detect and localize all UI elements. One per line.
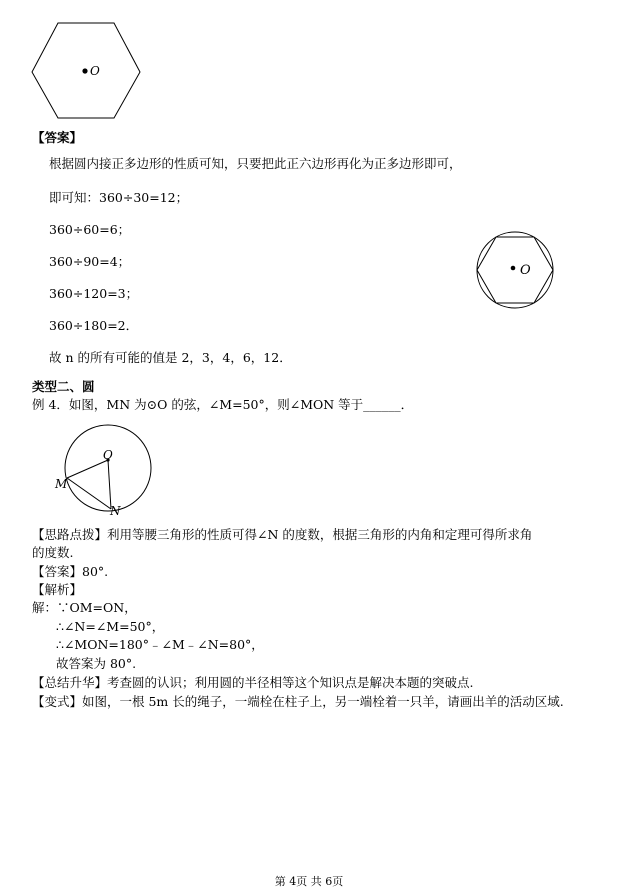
analysis-step-1: ∴∠N=∠M=50°，	[56, 619, 165, 634]
fig2-center-label: O	[520, 263, 531, 278]
answer1-heading: 【答案】	[32, 130, 83, 145]
analysis-heading: 【解析】	[32, 582, 83, 597]
hint-line-2: 的度数.	[32, 545, 74, 560]
analysis-step-2: ∴∠MON=180°﹣∠M﹣∠N=80°，	[56, 637, 264, 652]
inscribed-hexagon-figure	[473, 228, 563, 318]
answer1-conclusion: 故 n 的所有可能的值是 2，3，4，6，12．	[49, 350, 292, 365]
answer1-line-4: 360÷180=2．	[49, 318, 139, 333]
answer1-known: 即可知：360÷30=12；	[49, 190, 189, 205]
answer1-line-2: 360÷90=4；	[49, 254, 131, 269]
label-o: O	[103, 448, 113, 462]
section-title: 类型二、圆	[32, 379, 95, 394]
inscribed-hexagon	[477, 237, 553, 303]
answer1-line-3: 360÷120=3；	[49, 286, 139, 301]
analysis-final: 故答案为 80°.	[56, 656, 137, 671]
center-dot	[82, 68, 87, 73]
answer1-intro: 根据圆内接正多边形的性质可知，只要把此正六边形再化为正多边形即可，	[49, 156, 462, 171]
summary: 【总结升华】考查圆的认识；利用圆的半径相等这个知识点是解决本题的突破点.	[32, 675, 474, 690]
hint-line-1: 【思路点拨】利用等腰三角形的性质可得∠N 的度数，根据三角形的内角和定理可得所求角	[32, 527, 533, 542]
example-4: 例 4．如图，MN 为⊙O 的弦，∠M=50°，则∠MON 等于______．	[32, 397, 414, 412]
answer2: 【答案】80°.	[32, 564, 109, 579]
center-dot	[511, 266, 516, 271]
variant: 【变式】如图，一根 5m 长的绳子，一端栓在柱子上，另一端栓着一只羊，请画出羊的活动区域.	[32, 694, 564, 709]
answer1-line-1: 360÷60=6；	[49, 222, 131, 237]
radius-om	[67, 460, 108, 478]
fig1-center-label: O	[90, 64, 100, 78]
analysis-solve: 解：∵OM=ON，	[32, 600, 137, 615]
radius-on	[108, 460, 111, 509]
label-m: M	[55, 477, 68, 491]
label-n: N	[110, 504, 121, 518]
circumcircle	[477, 232, 553, 308]
page-footer: 第 4页 共 6页	[274, 875, 344, 888]
